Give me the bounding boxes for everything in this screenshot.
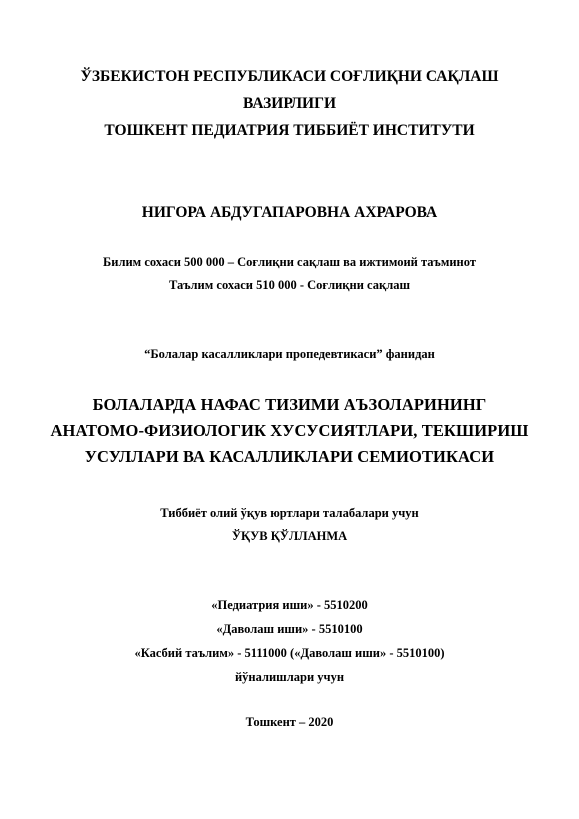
ministry-name-line1: ЎЗБЕКИСТОН РЕСПУБЛИКАСИ СОҒЛИҚНИ САҚЛАШ: [80, 68, 499, 85]
education-area: Таълим сохаси 510 000 - Соғлиқни сақлаш: [168, 278, 411, 292]
target-audience: Тиббиёт олий ўқув юртлари талабалари учун: [160, 506, 419, 520]
document-title-line2: АНАТОМО-ФИЗИОЛОГИК ХУСУСИЯТЛАРИ, ТЕКШИРИШ: [50, 421, 529, 440]
specialty-line3: «Касбий таълим» - 5111000 («Даволаш иши» - 5510100): [134, 646, 445, 660]
subject-line: “Болалар касалликлари пропедевтикаси” фанидан: [144, 347, 435, 361]
institute-name: ТОШКЕНТ ПЕДИАТРИЯ ТИББИЁТ ИНСТИТУТИ: [104, 122, 475, 139]
ministry-name-line2: ВАЗИРЛИГИ: [242, 95, 337, 112]
place-year: Тошкент – 2020: [245, 715, 334, 729]
document-title-line1: БОЛАЛАРДА НАФАС ТИЗИМИ АЪЗОЛАРИНИНГ: [92, 395, 487, 414]
specialty-line4: йўналишлари учун: [234, 670, 345, 684]
document-type: ЎҚУВ ҚЎЛЛАНМА: [231, 529, 348, 543]
author-name: НИГОРА АБДУГАПАРОВНА АХРАРОВА: [141, 204, 438, 221]
specialty-line1: «Педиатрия иши» - 5510200: [211, 598, 368, 612]
specialty-line2: «Даволаш иши» - 5510100: [216, 622, 363, 636]
knowledge-area: Билим сохаси 500 000 – Соғлиқни сақлаш ва ижтимоий таъминот: [103, 255, 476, 269]
document-title-line3: УСУЛЛАРИ ВА КАСАЛЛИКЛАРИ СЕМИОТИКАСИ: [84, 447, 495, 466]
